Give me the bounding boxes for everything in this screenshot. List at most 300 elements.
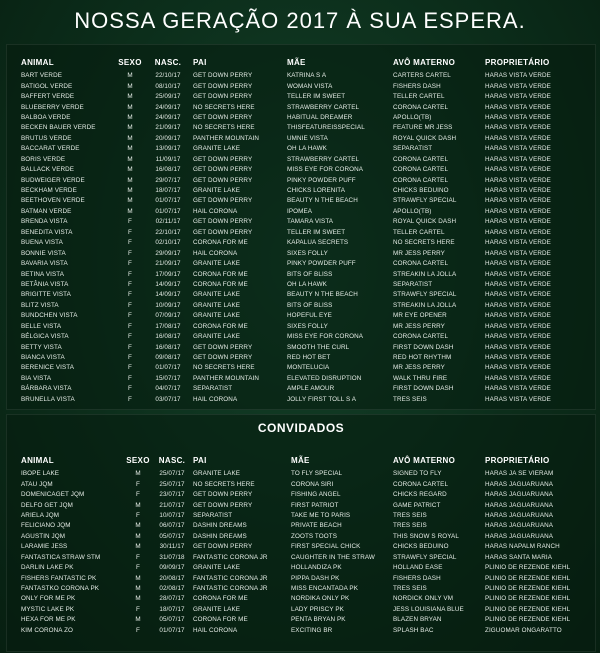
table-row bbox=[21, 353, 581, 363]
sex: M bbox=[127, 113, 133, 121]
dam: STRAWBERRY CARTEL bbox=[287, 155, 360, 163]
dam-sire: SEPARATIST bbox=[393, 145, 433, 153]
table-row bbox=[21, 81, 581, 91]
dam-sire: SEPARATIST bbox=[393, 280, 433, 288]
sire: CORONA FOR ME bbox=[193, 280, 248, 288]
animal-name: BELLE VISTA bbox=[21, 322, 62, 330]
owner: HARAS VISTA VERDE bbox=[485, 239, 551, 247]
table-row bbox=[21, 259, 581, 269]
birth-date: 24/09/17 bbox=[155, 103, 181, 111]
col-animal: ANIMAL bbox=[21, 57, 54, 67]
table-row bbox=[21, 165, 581, 175]
animal-name: LARAMIE JESS bbox=[21, 543, 68, 551]
dam: ELEVATED DISRUPTION bbox=[287, 374, 362, 382]
birth-date: 22/10/17 bbox=[155, 72, 181, 80]
birth-date: 23/07/17 bbox=[159, 491, 185, 499]
animal-name: BLUEBERRY VERDE bbox=[21, 103, 84, 111]
table-row bbox=[21, 563, 581, 573]
owner: HARAS VISTA VERDE bbox=[485, 103, 551, 111]
table-row bbox=[21, 573, 581, 583]
sex: F bbox=[128, 218, 132, 226]
dam: MISS EYE FOR CORONA bbox=[287, 166, 364, 174]
dam-sire: NO SECRETS HERE bbox=[393, 239, 455, 247]
animal-name: ATAU JQM bbox=[21, 480, 53, 488]
sire: CORONA FOR ME bbox=[193, 595, 248, 603]
dam: EXCITING BR bbox=[291, 626, 333, 634]
owner: HARAS VISTA VERDE bbox=[485, 312, 551, 320]
table-row bbox=[21, 374, 581, 384]
dam-sire: MR JESS PERRY bbox=[393, 364, 445, 372]
sire: GET DOWN PERRY bbox=[193, 93, 253, 101]
dam: SMOOTH THE CURL bbox=[287, 343, 350, 351]
dam: TAKE ME TO PARIS bbox=[291, 511, 351, 519]
birth-date: 20/09/17 bbox=[155, 134, 181, 142]
dam-sire: NORDICK ONLY VM bbox=[393, 595, 454, 603]
guests-title: CONVIDADOS bbox=[257, 421, 345, 435]
dam: WOMAN VISTA bbox=[287, 82, 333, 90]
sex: M bbox=[135, 595, 141, 603]
dam: PENTA BRYAN PK bbox=[291, 616, 346, 624]
owner: HARAS VISTA VERDE bbox=[485, 354, 551, 362]
owner: HARAS NAPALM RANCH bbox=[485, 543, 560, 551]
owner: HARAS VISTA VERDE bbox=[485, 395, 551, 403]
owner: PLINIO DE REZENDE KIEHL bbox=[485, 585, 571, 593]
sire: CORONA FOR ME bbox=[193, 322, 248, 330]
birth-date: 01/07/17 bbox=[155, 364, 181, 372]
sire: NO SECRETS HERE bbox=[193, 103, 255, 111]
table-row bbox=[21, 500, 581, 510]
col-birth: NASC. bbox=[158, 455, 186, 465]
sire: NO SECRETS HERE bbox=[193, 124, 255, 132]
animal-name: DELFO GET JQM bbox=[21, 501, 73, 509]
birth-date: 04/07/17 bbox=[155, 385, 181, 393]
col-animal: ANIMAL bbox=[21, 455, 54, 465]
animal-name: DARLIN LAKE PK bbox=[21, 564, 74, 572]
sex: M bbox=[135, 574, 141, 582]
animal-name: BIA VISTA bbox=[21, 374, 52, 382]
col-owner: PROPRIETÁRIO bbox=[485, 57, 550, 67]
table-row bbox=[21, 71, 581, 81]
dam-sire: CARTERS CARTEL bbox=[393, 72, 451, 80]
birth-date: 02/11/17 bbox=[155, 218, 181, 226]
sex: F bbox=[128, 333, 132, 341]
dam-sire: GAME PATRICT bbox=[393, 501, 441, 509]
animal-name: BAVARIA VISTA bbox=[21, 260, 68, 268]
dam: PINKY POWDER PUFF bbox=[287, 260, 356, 268]
animal-name: BECKEN BAUER VERDE bbox=[21, 124, 96, 132]
birth-date: 20/08/17 bbox=[159, 574, 185, 582]
animal-name: FANTASTKO CORONA PK bbox=[21, 585, 100, 593]
owner: HARAS JAGUARUANA bbox=[485, 501, 554, 509]
dam: OH LA HAWK bbox=[287, 280, 327, 288]
animal-name: BUDWEIGER VERDE bbox=[21, 176, 85, 184]
col-birth: NASC. bbox=[154, 57, 182, 67]
birth-date: 25/07/17 bbox=[159, 480, 185, 488]
sire: GET DOWN PERRY bbox=[193, 113, 253, 121]
birth-date: 21/09/17 bbox=[155, 124, 181, 132]
sire: GET DOWN PERRY bbox=[193, 354, 253, 362]
birth-date: 11/09/17 bbox=[155, 155, 181, 163]
table-row bbox=[21, 384, 581, 394]
dam: MISS EYE FOR CORONA bbox=[287, 333, 364, 341]
birth-date: 14/09/17 bbox=[155, 280, 181, 288]
animal-name: BATMAN VERDE bbox=[21, 207, 72, 215]
dam-sire: APOLLO(TB) bbox=[393, 207, 432, 215]
dam: STRAWBERRY CARTEL bbox=[287, 103, 360, 111]
owner: PLINIO DE REZENDE KIEHL bbox=[485, 574, 571, 582]
dam-sire: FEATURE MR JESS bbox=[393, 124, 453, 132]
dam: AMPLE AMOUR bbox=[287, 385, 335, 393]
animal-name: BIANCA VISTA bbox=[21, 354, 65, 362]
sire: GRANITE LAKE bbox=[193, 470, 241, 478]
table-row bbox=[21, 207, 581, 217]
birth-date: 30/11/17 bbox=[159, 543, 185, 551]
dam-sire: FIRST DOWN DASH bbox=[393, 385, 454, 393]
table-header bbox=[21, 451, 581, 469]
dam-sire: ROYAL QUICK DASH bbox=[393, 134, 457, 142]
sex: M bbox=[127, 176, 133, 184]
dam: UMNIE VISTA bbox=[287, 134, 328, 142]
animal-name: BRUNELLA VISTA bbox=[21, 395, 75, 403]
sire: SEPARATIST bbox=[193, 511, 233, 519]
dam: TELLER IM SWEET bbox=[287, 93, 346, 101]
table-row bbox=[21, 511, 581, 521]
animal-name: MYSTIC LAKE PK bbox=[21, 605, 75, 613]
dam: PRIVATE BEACH bbox=[291, 522, 342, 530]
sex: M bbox=[135, 532, 141, 540]
sex: M bbox=[135, 543, 141, 551]
animal-name: HEXA FOR ME PK bbox=[21, 616, 76, 624]
dam: RED HOT BET bbox=[287, 354, 331, 362]
dam-sire: TELLER CARTEL bbox=[393, 228, 445, 236]
birth-date: 03/07/17 bbox=[155, 395, 181, 403]
sire: HAIL CORONA bbox=[193, 249, 238, 257]
animal-name: BUENA VISTA bbox=[21, 239, 63, 247]
birth-date: 28/07/17 bbox=[159, 595, 185, 603]
sire: FANTASTIC CORONA JR bbox=[193, 585, 268, 593]
birth-date: 16/08/17 bbox=[155, 343, 181, 351]
table-row bbox=[21, 290, 581, 300]
table-row bbox=[21, 269, 581, 279]
owner: HARAS VISTA VERDE bbox=[485, 218, 551, 226]
owner: HARAS VISTA VERDE bbox=[485, 207, 551, 215]
owner: HARAS VISTA VERDE bbox=[485, 322, 551, 330]
sire: GET DOWN PERRY bbox=[193, 343, 253, 351]
animal-name: BRUTUS VERDE bbox=[21, 134, 72, 142]
sire: GRANITE LAKE bbox=[193, 564, 241, 572]
sex: F bbox=[128, 395, 132, 403]
sex: M bbox=[127, 166, 133, 174]
sire: GET DOWN PERRY bbox=[193, 197, 253, 205]
owner: HARAS VISTA VERDE bbox=[485, 270, 551, 278]
dam-sire: SPLASH BAC bbox=[393, 626, 434, 634]
animal-name: BAFFERT VERDE bbox=[21, 93, 75, 101]
table-row bbox=[21, 238, 581, 248]
sire: GET DOWN PERRY bbox=[193, 155, 253, 163]
table-row bbox=[21, 521, 581, 531]
table-row bbox=[21, 301, 581, 311]
birth-date: 18/07/17 bbox=[155, 187, 181, 195]
dam-sire: CHICKS BEDUINO bbox=[393, 187, 449, 195]
sire: GET DOWN PERRY bbox=[193, 491, 253, 499]
birth-date: 17/09/17 bbox=[155, 270, 181, 278]
birth-date: 13/09/17 bbox=[155, 145, 181, 153]
table-row bbox=[21, 479, 581, 489]
sire: DASHIN DREAMS bbox=[193, 532, 247, 540]
sire: GRANITE LAKE bbox=[193, 291, 241, 299]
table-row bbox=[21, 196, 581, 206]
owner: HARAS VISTA VERDE bbox=[485, 374, 551, 382]
owner: HARAS VISTA VERDE bbox=[485, 176, 551, 184]
birth-date: 24/09/17 bbox=[155, 113, 181, 121]
sire: GET DOWN PERRY bbox=[193, 543, 253, 551]
dam-sire: THIS SNOW S ROYAL bbox=[393, 532, 459, 540]
dam-sire: CORONA CARTEL bbox=[393, 333, 449, 341]
sex: M bbox=[127, 197, 133, 205]
dam: TO FLY SPECIAL bbox=[291, 470, 343, 478]
sex: F bbox=[128, 291, 132, 299]
sire: GET DOWN PERRY bbox=[193, 166, 253, 174]
owner: HARAS VISTA VERDE bbox=[485, 82, 551, 90]
sex: M bbox=[127, 134, 133, 142]
dam-sire: CORONA CARTEL bbox=[393, 166, 449, 174]
table-row bbox=[21, 186, 581, 196]
animal-name: FISHERS FANTASTIC PK bbox=[21, 574, 97, 582]
owner: PLINIO DE REZENDE KIEHL bbox=[485, 616, 571, 624]
sex: F bbox=[136, 564, 140, 572]
owner: HARAS VISTA VERDE bbox=[485, 385, 551, 393]
dam-sire: TELLER CARTEL bbox=[393, 93, 445, 101]
sex: F bbox=[128, 364, 132, 372]
table-header bbox=[21, 53, 581, 71]
table-row bbox=[21, 553, 581, 563]
birth-date: 22/10/17 bbox=[155, 228, 181, 236]
dam: MONTELUCIA bbox=[287, 364, 330, 372]
sex: M bbox=[127, 72, 133, 80]
table-row bbox=[21, 605, 581, 615]
dam-sire: ROYAL QUICK DASH bbox=[393, 218, 457, 226]
sire: GET DOWN PERRY bbox=[193, 176, 253, 184]
birth-date: 02/08/17 bbox=[159, 585, 185, 593]
table-row bbox=[21, 363, 581, 373]
animal-name: BENEDITA VISTA bbox=[21, 228, 73, 236]
sire: FANTASTIC CORONA JR bbox=[193, 574, 268, 582]
sex: F bbox=[136, 491, 140, 499]
dam: LADY PRISCY PK bbox=[291, 605, 344, 613]
dam: BITS OF BLISS bbox=[287, 270, 333, 278]
dam-sire: MR JESS PERRY bbox=[393, 322, 445, 330]
dam-sire: FISHERS DASH bbox=[393, 574, 441, 582]
sex: F bbox=[128, 354, 132, 362]
col-sire: PAI bbox=[193, 455, 207, 465]
dam-sire: SIGNED TO FLY bbox=[393, 470, 442, 478]
dam: IPOMEA bbox=[287, 207, 313, 215]
owner: HARAS VISTA VERDE bbox=[485, 260, 551, 268]
animal-name: BORIS VERDE bbox=[21, 155, 66, 163]
table-row bbox=[21, 532, 581, 542]
dam-sire: CORONA CARTEL bbox=[393, 480, 449, 488]
owner: HARAS VISTA VERDE bbox=[485, 72, 551, 80]
birth-date: 09/09/17 bbox=[159, 564, 185, 572]
dam-sire: STREAKIN LA JOLLA bbox=[393, 270, 457, 278]
owner: HARAS JA SE VIERAM bbox=[485, 470, 554, 478]
dam-sire: TRES SEIS bbox=[393, 522, 427, 530]
sex: M bbox=[127, 124, 133, 132]
animal-name: BECKHAM VERDE bbox=[21, 187, 77, 195]
sex: M bbox=[135, 585, 141, 593]
sex: M bbox=[127, 93, 133, 101]
dam-sire: BLAZEN BRYAN bbox=[393, 616, 442, 624]
owner: HARAS VISTA VERDE bbox=[485, 124, 551, 132]
dam-sire: MR EYE OPENER bbox=[393, 312, 447, 320]
table-row bbox=[21, 395, 581, 405]
animal-name: KIM CORONA ZO bbox=[21, 626, 74, 634]
owner: HARAS JAGUARUANA bbox=[485, 522, 554, 530]
dam: TELLER IM SWEET bbox=[287, 228, 346, 236]
birth-date: 14/09/17 bbox=[155, 291, 181, 299]
table-row bbox=[21, 626, 581, 636]
table-row bbox=[21, 228, 581, 238]
sex: F bbox=[128, 249, 132, 257]
birth-date: 18/07/17 bbox=[159, 605, 185, 613]
dam: TAMARA VISTA bbox=[287, 218, 334, 226]
dam-sire: CHICKS BEDUINO bbox=[393, 543, 449, 551]
animal-name: BEETHOVEN VERDE bbox=[21, 197, 85, 205]
dam-sire: STRAWFLY SPECIAL bbox=[393, 291, 457, 299]
animal-name: BALLACK VERDE bbox=[21, 166, 75, 174]
table-row bbox=[21, 469, 581, 479]
animal-name: ARIELA JQM bbox=[21, 511, 60, 519]
owner: HARAS VISTA VERDE bbox=[485, 197, 551, 205]
sire: DASHIN DREAMS bbox=[193, 522, 247, 530]
owner: HARAS VISTA VERDE bbox=[485, 187, 551, 195]
dam: PINKY POWDER PUFF bbox=[287, 176, 356, 184]
sire: PANTHER MOUNTAIN bbox=[193, 134, 260, 142]
dam: THISFEATUREISSPECIAL bbox=[287, 124, 365, 132]
sire: HAIL CORONA bbox=[193, 207, 238, 215]
dam-sire: CORONA CARTEL bbox=[393, 176, 449, 184]
sex: F bbox=[136, 553, 140, 561]
owner: HARAS VISTA VERDE bbox=[485, 301, 551, 309]
dam-sire: CORONA CARTEL bbox=[393, 155, 449, 163]
table-row bbox=[21, 311, 581, 321]
sex: M bbox=[135, 522, 141, 530]
owner: HARAS VISTA VERDE bbox=[485, 93, 551, 101]
animal-name: BUNDCHEN VISTA bbox=[21, 312, 78, 320]
birth-date: 08/10/17 bbox=[155, 82, 181, 90]
sex: F bbox=[128, 228, 132, 236]
sex: F bbox=[136, 626, 140, 634]
sire: GRANITE LAKE bbox=[193, 301, 241, 309]
sire: GRANITE LAKE bbox=[193, 260, 241, 268]
sire: CORONA FOR ME bbox=[193, 270, 248, 278]
owner: HARAS VISTA VERDE bbox=[485, 134, 551, 142]
birth-date: 17/08/17 bbox=[155, 322, 181, 330]
sex: F bbox=[128, 385, 132, 393]
table-row bbox=[21, 322, 581, 332]
table-row bbox=[21, 175, 581, 185]
dam-sire: STREAKIN LA JOLLA bbox=[393, 301, 457, 309]
birth-date: 16/08/17 bbox=[155, 333, 181, 341]
birth-date: 07/09/17 bbox=[155, 312, 181, 320]
dam: HABITUAL DREAMER bbox=[287, 113, 353, 121]
birth-date: 09/08/17 bbox=[155, 354, 181, 362]
dam: BEAUTY N THE BEACH bbox=[287, 197, 358, 205]
animal-name: AGUSTIN JQM bbox=[21, 532, 66, 540]
dam-sire: TRES SEIS bbox=[393, 511, 427, 519]
sex: M bbox=[127, 103, 133, 111]
table-row bbox=[21, 144, 581, 154]
sire: GET DOWN PERRY bbox=[193, 82, 253, 90]
animal-name: BERENICE VISTA bbox=[21, 364, 75, 372]
sire: GRANITE LAKE bbox=[193, 187, 241, 195]
col-sex: SEXO bbox=[118, 57, 142, 67]
animal-name: BLITZ VISTA bbox=[21, 301, 59, 309]
dam-sire: CORONA CARTEL bbox=[393, 260, 449, 268]
sire: GET DOWN PERRY bbox=[193, 218, 253, 226]
sire: GRANITE LAKE bbox=[193, 312, 241, 320]
sex: F bbox=[136, 511, 140, 519]
owner: HARAS JAGUARUANA bbox=[485, 491, 554, 499]
table-row bbox=[21, 615, 581, 625]
animal-name: BÁRBARA VISTA bbox=[21, 385, 72, 393]
animal-name: BETINA VISTA bbox=[21, 270, 65, 278]
table-row bbox=[21, 490, 581, 500]
dam: OH LA HAWK bbox=[287, 145, 327, 153]
table-row bbox=[21, 155, 581, 165]
animal-name: FELICIANO JQM bbox=[21, 522, 71, 530]
guests-panel bbox=[6, 414, 596, 652]
sex: F bbox=[128, 270, 132, 278]
sire: SEPARATIST bbox=[193, 385, 233, 393]
dam-sire: FISHERS DASH bbox=[393, 82, 441, 90]
owner: HARAS SANTA MARIA bbox=[485, 553, 553, 561]
sire: HAIL CORONA bbox=[193, 626, 238, 634]
sex: F bbox=[128, 322, 132, 330]
sire: GET DOWN PERRY bbox=[193, 501, 253, 509]
dam-sire: WALK THRU FIRE bbox=[393, 374, 448, 382]
sire: GET DOWN PERRY bbox=[193, 228, 253, 236]
animal-name: IBOPE LAKE bbox=[21, 470, 60, 478]
animal-name: BRENDA VISTA bbox=[21, 218, 68, 226]
animal-name: DOMENICAGET JQM bbox=[21, 491, 85, 499]
sex: F bbox=[128, 260, 132, 268]
dam: BITS OF BLISS bbox=[287, 301, 333, 309]
table-row bbox=[21, 342, 581, 352]
dam: MISS ENCANTADA PK bbox=[291, 585, 359, 593]
offspring-table bbox=[21, 53, 581, 405]
table-row bbox=[21, 134, 581, 144]
birth-date: 01/07/17 bbox=[159, 626, 185, 634]
owner: PLINIO DE REZENDE KIEHL bbox=[485, 595, 571, 603]
owner: HARAS VISTA VERDE bbox=[485, 343, 551, 351]
offspring-panel bbox=[6, 44, 596, 410]
dam: FISHING ANGEL bbox=[291, 491, 341, 499]
owner: ZIGUOMAR ONGARATTO bbox=[485, 626, 562, 634]
dam-sire: STRAWFLY SPECIAL bbox=[393, 197, 457, 205]
sex: M bbox=[127, 145, 133, 153]
dam: CHICKS LORENITA bbox=[287, 187, 346, 195]
animal-name: BATIGOL VERDE bbox=[21, 82, 73, 90]
birth-date: 06/07/17 bbox=[159, 522, 185, 530]
col-dam: MÃE bbox=[291, 455, 310, 465]
sire: CORONA FOR ME bbox=[193, 239, 248, 247]
sire: PANTHER MOUNTAIN bbox=[193, 374, 260, 382]
dam-sire: RED HOT RHYTHM bbox=[393, 354, 452, 362]
birth-date: 01/07/17 bbox=[155, 197, 181, 205]
sire: NO SECRETS HERE bbox=[193, 364, 255, 372]
owner: HARAS JAGUARUANA bbox=[485, 532, 554, 540]
